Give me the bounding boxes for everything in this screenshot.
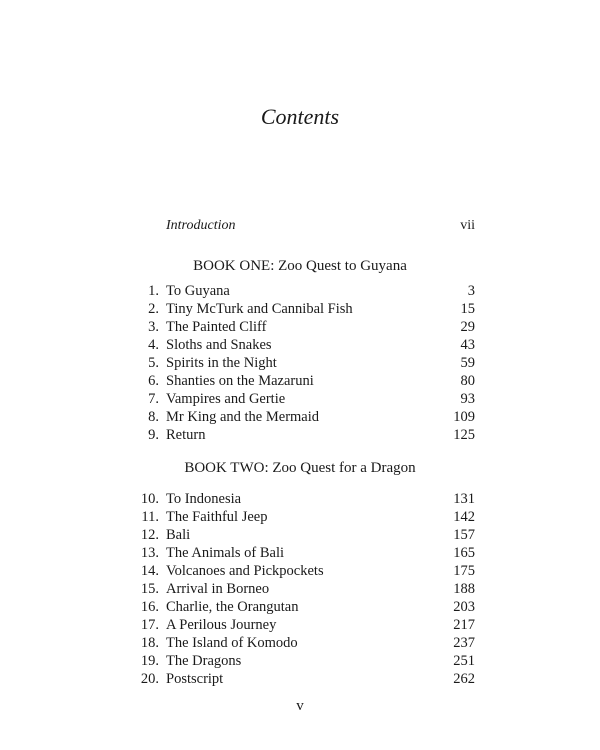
toc-entry [140, 616, 475, 634]
toc-entry [140, 598, 475, 616]
chapter-page: 59 [460, 355, 475, 371]
chapter-number: 5. [148, 355, 159, 371]
chapter-title: Shanties on the Mazaruni [166, 373, 314, 389]
chapter-number: 13. [140, 545, 159, 561]
chapter-title: Tiny McTurk and Cannibal Fish [166, 301, 353, 317]
chapter-title: The Animals of Bali [166, 545, 284, 561]
chapter-page: 80 [460, 373, 475, 389]
chapter-number: 16. [140, 599, 159, 615]
toc-entry [140, 426, 475, 444]
book-one-heading: BOOK ONE: Zoo Quest to Guyana [193, 258, 407, 274]
chapter-number: 8. [148, 409, 159, 425]
toc-entry-introduction [166, 218, 475, 236]
chapter-title: Arrival in Borneo [166, 581, 270, 597]
toc-entry [140, 544, 475, 562]
toc-entry [140, 318, 475, 336]
chapter-title: The Painted Cliff [166, 319, 267, 335]
chapter-page: 251 [453, 653, 475, 669]
toc-entry [140, 390, 475, 408]
chapter-title: A Perilous Journey [166, 617, 277, 633]
chapter-title: Vampires and Gertie [166, 391, 286, 407]
toc-entry [140, 354, 475, 372]
chapter-title: Mr King and the Mermaid [166, 409, 320, 425]
chapter-number: 6. [148, 373, 159, 389]
toc-entry [140, 526, 475, 544]
toc-entry [140, 408, 475, 426]
page-title: Contents [260, 104, 340, 129]
toc-entry-page: vii [460, 218, 475, 233]
chapter-page: 3 [467, 283, 475, 299]
chapter-title: To Indonesia [166, 491, 242, 507]
chapter-number: 7. [148, 391, 159, 407]
chapter-number: 2. [148, 301, 159, 317]
chapter-page: 157 [453, 527, 475, 543]
chapter-page: 237 [453, 635, 475, 651]
chapter-number: 19. [140, 653, 159, 669]
chapter-title: Spirits in the Night [166, 355, 277, 371]
chapter-page: 165 [453, 545, 475, 561]
toc-entry [140, 634, 475, 652]
toc-entry [140, 670, 475, 688]
chapter-title: Bali [166, 527, 191, 543]
toc-entry [140, 580, 475, 598]
chapter-number: 3. [148, 319, 159, 335]
chapter-page: 188 [453, 581, 475, 597]
toc-entry [140, 372, 475, 390]
chapter-page: 29 [460, 319, 475, 335]
chapter-title: Return [166, 427, 206, 443]
chapter-page: 131 [453, 491, 475, 507]
chapter-title: Sloths and Snakes [166, 337, 272, 353]
toc-entry [140, 300, 475, 318]
chapter-number: 10. [140, 491, 159, 507]
chapter-page: 93 [460, 391, 475, 407]
chapter-page: 203 [453, 599, 475, 615]
chapter-page: 142 [453, 509, 475, 525]
chapter-number: 17. [140, 617, 159, 633]
chapter-number: 15. [140, 581, 159, 597]
book-two-heading: BOOK TWO: Zoo Quest for a Dragon [184, 460, 416, 476]
toc-entry [140, 490, 475, 508]
chapter-page: 15 [460, 301, 475, 317]
toc-entry [140, 336, 475, 354]
toc-entry [140, 508, 475, 526]
page-number: v [296, 698, 304, 714]
chapter-number: 14. [140, 563, 159, 579]
chapter-number: 12. [140, 527, 159, 543]
chapter-page: 43 [460, 337, 475, 353]
toc-entry [140, 282, 475, 300]
chapter-title: Volcanoes and Pickpockets [166, 563, 324, 579]
chapter-number: 11. [141, 509, 159, 525]
chapter-page: 262 [453, 671, 475, 687]
chapter-title: The Faithful Jeep [166, 509, 268, 525]
chapter-title: Postscript [166, 671, 224, 687]
chapter-title: Charlie, the Orangutan [166, 599, 299, 615]
toc-entry [140, 652, 475, 670]
chapter-number: 4. [148, 337, 159, 353]
toc-entry-title: Introduction [166, 218, 236, 233]
chapter-number: 1. [148, 283, 159, 299]
chapter-number: 20. [140, 671, 159, 687]
toc-entry [140, 562, 475, 580]
chapter-page: 125 [453, 427, 475, 443]
chapter-number: 9. [148, 427, 159, 443]
chapter-page: 175 [453, 563, 475, 579]
chapter-title: To Guyana [166, 283, 230, 299]
chapter-page: 217 [453, 617, 475, 633]
chapter-number: 18. [140, 635, 159, 651]
chapter-page: 109 [453, 409, 475, 425]
chapter-title: The Dragons [166, 653, 242, 669]
chapter-title: The Island of Komodo [166, 635, 298, 651]
